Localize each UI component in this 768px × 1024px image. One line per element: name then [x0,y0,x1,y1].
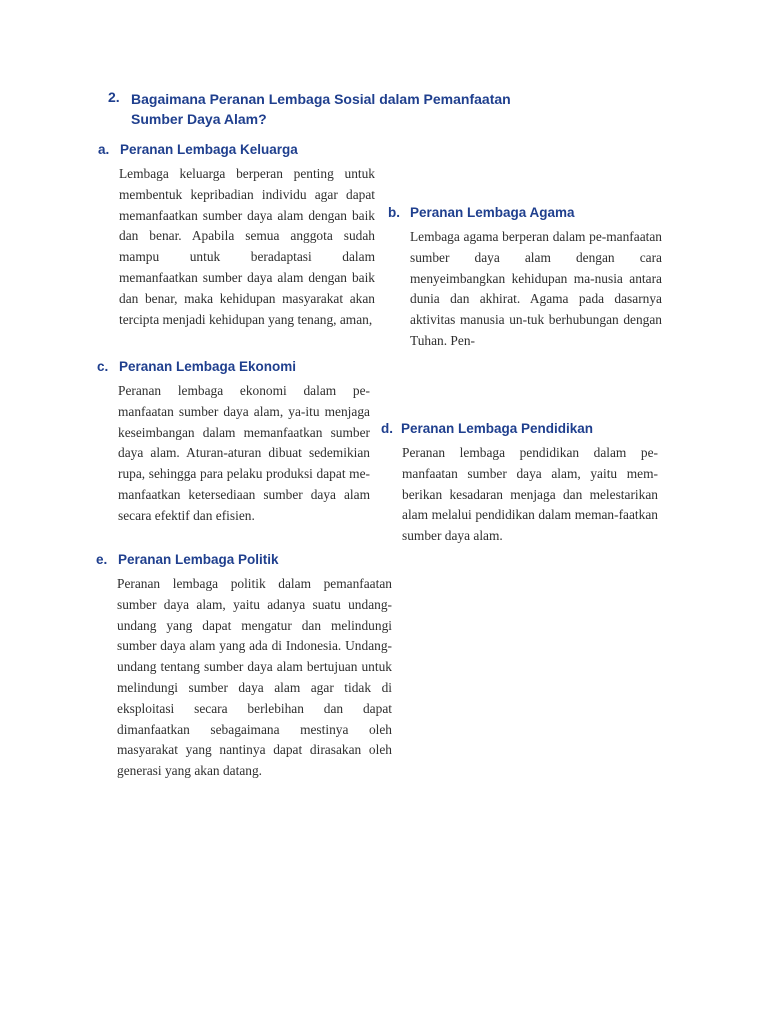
section-c-heading [97,359,296,374]
section-a-letter: a. [98,142,110,157]
section-c-text: Peranan lembaga ekonomi dalam pe-manfaatan sumber daya alam, ya-itu menjaga keseimbangan dalam memanfaatkan sumber daya alam. Aturan-aturan dibuat sedemikian rupa, sehingga para pelaku produksi dapat me-manfaatkan ketersediaan sumber daya alam secara efektif dan efisien. [118,383,370,523]
section-a-heading [98,142,298,157]
section-d-title: Peranan Lembaga Pendidikan [401,421,594,436]
section-b-title: Peranan Lembaga Agama [410,205,575,220]
section-d-text: Peranan lembaga pendidikan dalam pe-manfaatan sumber daya alam, yaitu mem-berikan kesadaran menjaga dan melestarikan alam melalui pendidikan dalam meman-faatkan sumber daya alam. [402,445,658,544]
section-d-heading [381,421,593,436]
section-e-text: Peranan lembaga politik dalam pemanfaatan sumber daya alam, yaitu adanya suatu undang-undang yang dapat mengatur dan melindungi sumber daya alam yang ada di Indonesia. Undang-undang tentang sumber daya alam bertujuan untuk melindungi sumber daya alam agar tidak di eksploitasi secara berlebihan dan dapat dimanfaatkan sebagaimana mestinya oleh masyarakat yang nantinya dapat dirasakan oleh generasi yang akan datang. [117,576,392,779]
section-e-title: Peranan Lembaga Politik [118,552,279,567]
section-e-heading [96,552,279,567]
section-e-letter: e. [96,552,108,567]
question-number: 2. [108,89,120,105]
section-c-title: Peranan Lembaga Ekonomi [119,359,297,374]
section-b-heading [388,205,575,220]
question-title: Bagaimana Peranan Lembaga Sosial dalam Pemanfaatan Sumber Daya Alam? [131,91,511,127]
section-b-text: Lembaga agama berperan dalam pe-manfaatan sumber daya alam dengan cara menyeimbangkan kehidupan ma-nusia antara dunia dan akhirat. Agama pada dasarnya aktivitas manusia un-tuk berhubungan dengan Tuhan. Pen- [410,229,662,348]
section-a-text: Lembaga keluarga berperan penting untuk membentuk kepribadian individu agar dapat memanfaatkan sumber daya alam dengan baik dan benar. Apabila semua anggota sudah mampu untuk beradaptasi dalam memanfaatkan sumber daya alam dengan baik dan benar, maka kehidupan masyarakat akan tercipta menjadi kehidupan yang tenang, aman, [119,166,375,327]
section-b-letter: b. [388,205,400,220]
section-c-letter: c. [97,359,109,374]
section-d-letter: d. [381,421,393,436]
section-a-title: Peranan Lembaga Keluarga [120,142,298,157]
